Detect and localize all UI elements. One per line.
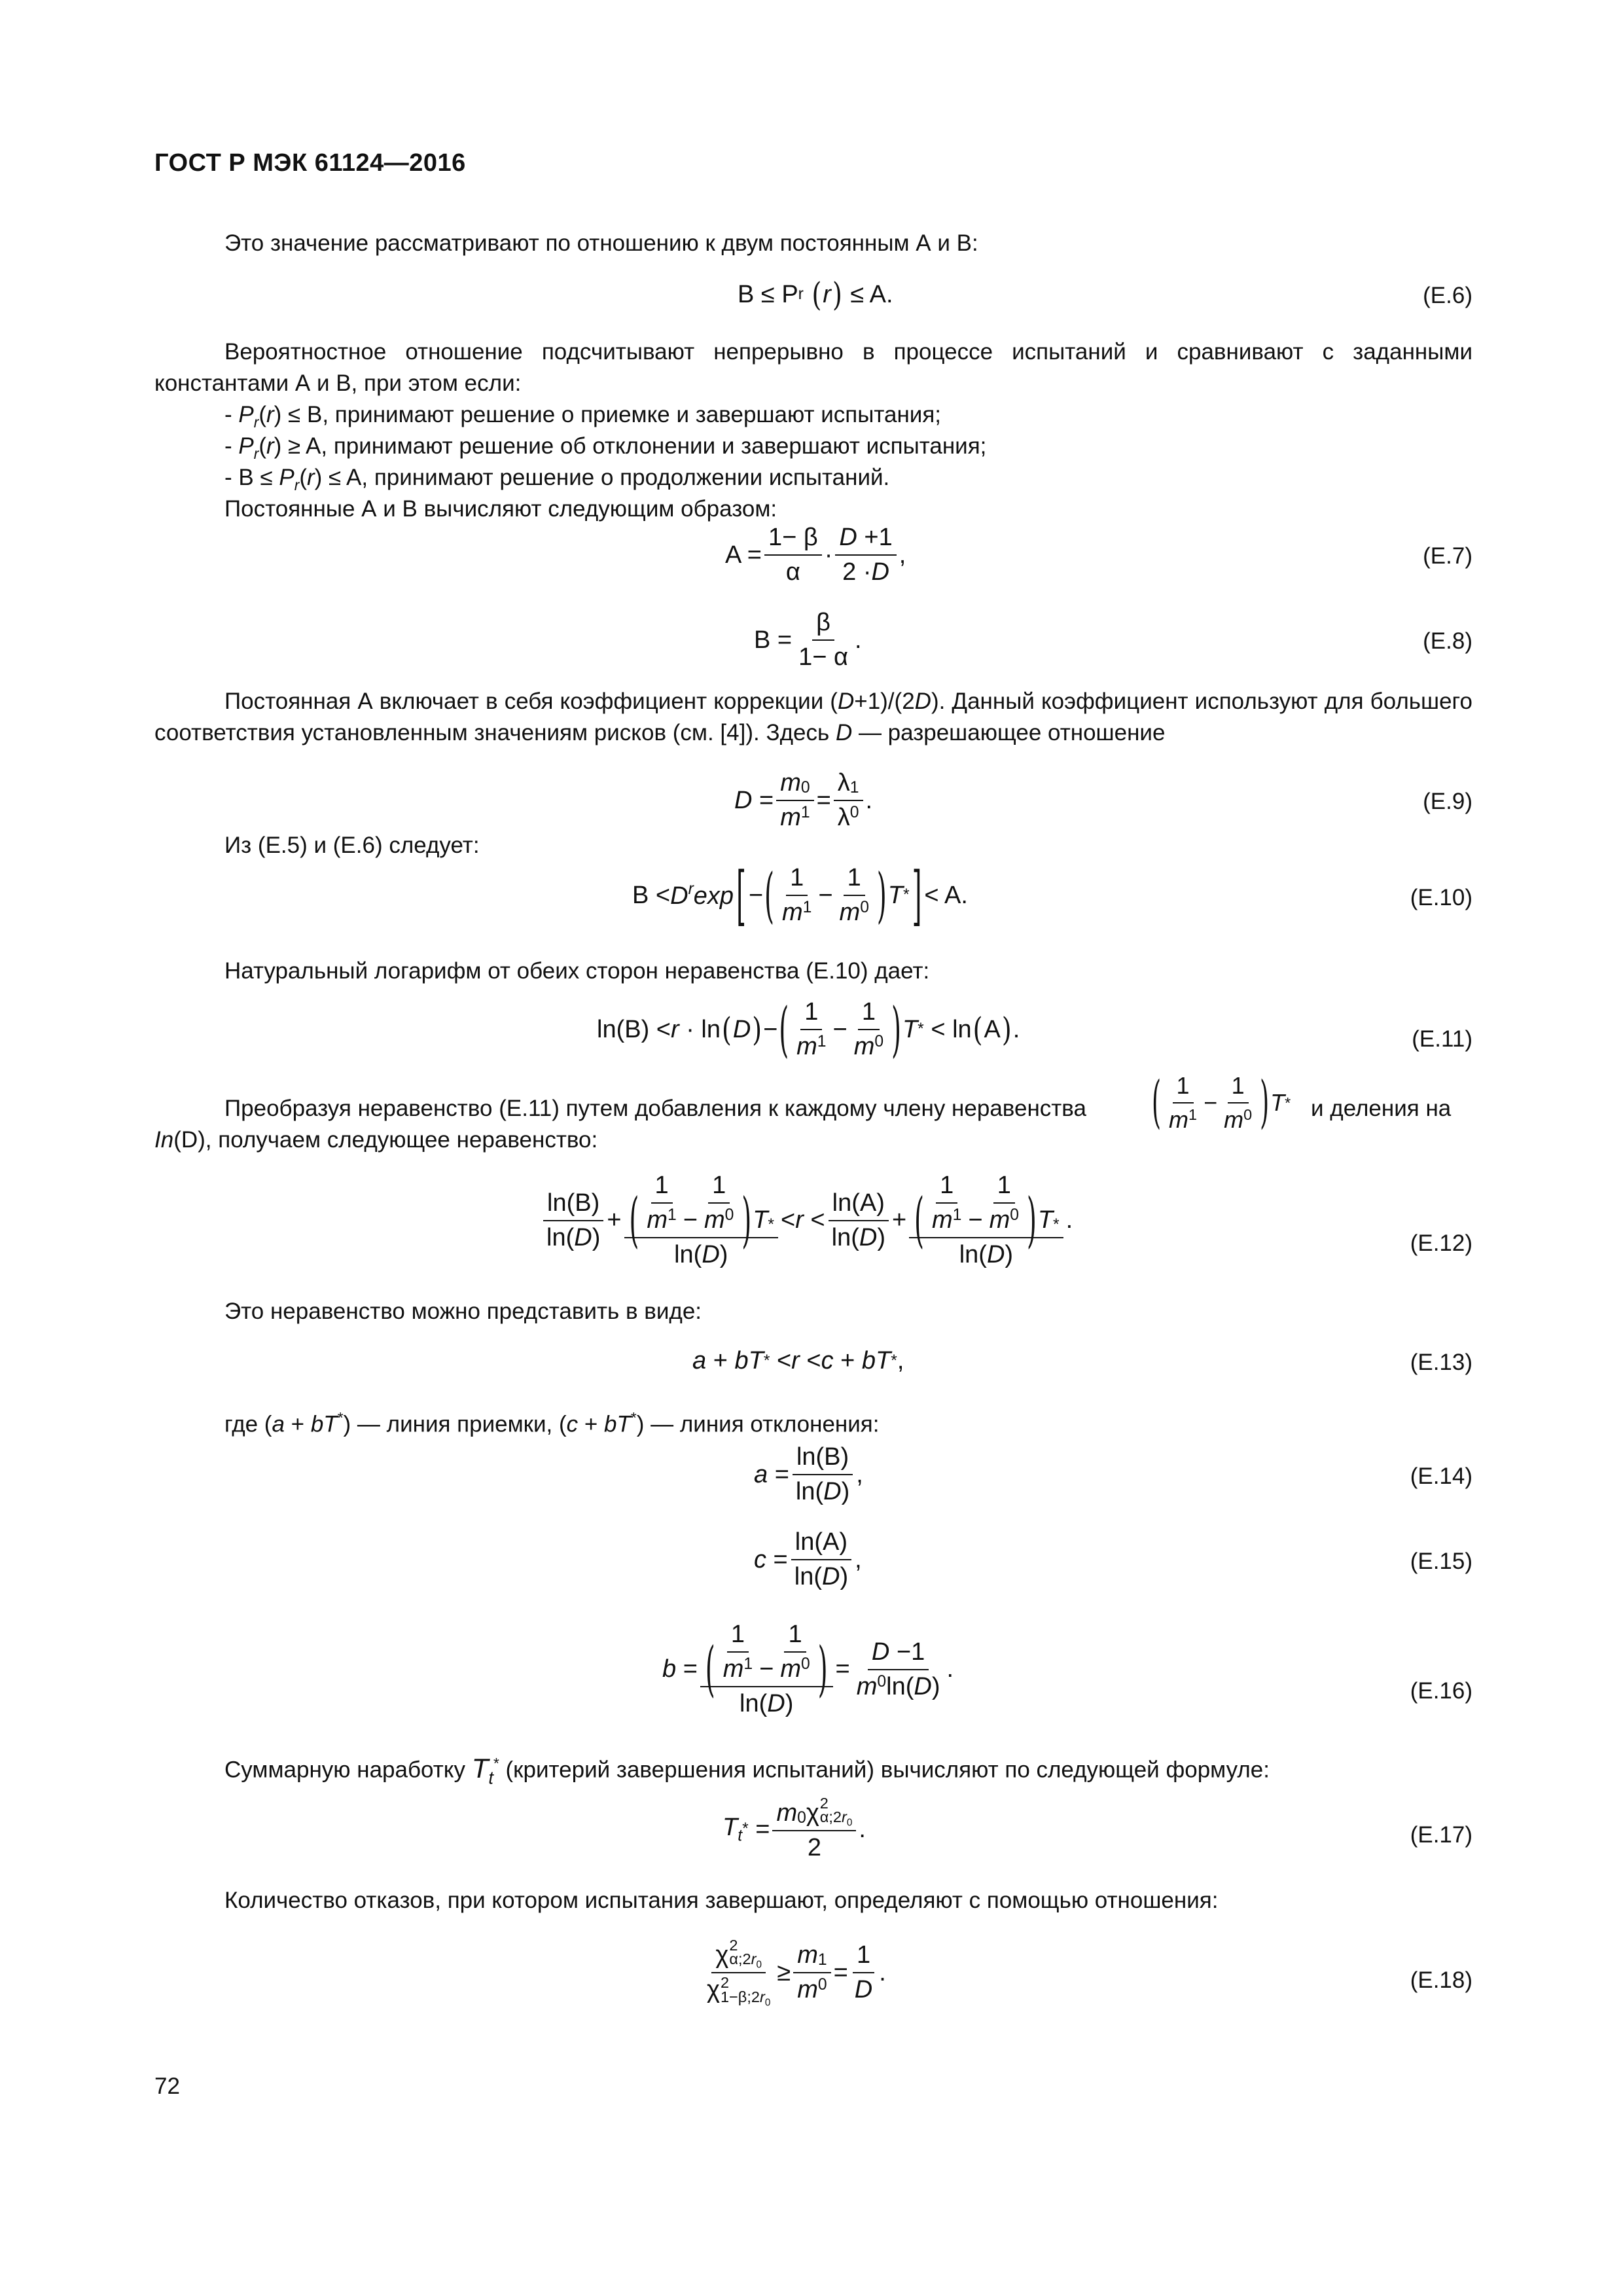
formula-e13: a + bT * < r < c + bT * , (692, 1347, 904, 1374)
equation-number-e10: (Е.10) (1410, 885, 1472, 910)
list-item-accept: - $P_r(r) \le B$, принимают решение о приемке и завершают испытания; (224, 402, 942, 431)
inline-formula-term: ( 1 m $^1$ − 1 m $^0$ ) T * (1152, 1070, 1291, 1136)
paragraph-natural-log: Натуральный логарифм от обеих сторон неравенства (Е.10) дает: (224, 958, 930, 984)
equation-number-e11: (Е.11) (1412, 1026, 1472, 1052)
formula-e6: B ≤ P r ( r ) ≤ A. (738, 276, 893, 314)
formula-e8: B = β 1− α . (754, 609, 862, 671)
equation-number-e18: (Е.18) (1410, 1967, 1472, 1993)
formula-e14: a = ln(B) ln( D ) , (754, 1443, 863, 1505)
paragraph-lines-b: ) — линия приемки, ( (343, 1411, 567, 1437)
equation-number-e14: (Е.14) (1410, 1463, 1472, 1489)
formula-e17: $T_t$ * = m 0 χ 2 $\alpha;2r_0$ 2 . (722, 1795, 866, 1862)
paragraph-correction-a: Постоянная А включает в себя коэффициент коррекции ( (224, 689, 838, 714)
paragraph-total-time-a: Суммарную наработку (224, 1757, 465, 1783)
paragraph-probability-ratio: Вероятностное отношение подсчитывают непрерывно в процессе испытаний и сравнивают с заданными константами А и В, при этом если: (154, 339, 1472, 396)
paragraph-lines: где (a + bT*) — линия приемки, (c + bT*) — линия отклонения: (224, 1409, 880, 1437)
paragraph-transform-b: и деления на (1311, 1096, 1452, 1121)
paragraph-lines-c: ) — линия отклонения: (636, 1411, 880, 1437)
equation-number-e8: (Е.8) (1423, 628, 1472, 654)
paragraph-correction: Постоянная А включает в себя коэффициент коррекции (D+1)/(2D). Данный коэффициент используют для большего соответствия установленным значениям рисков (см. [4]). Здесь D — разрешающее отношение (154, 689, 1472, 745)
formula-e16: b = ( 1 m 1 − 1 m 0 ) ln( D ) = D −1 m 0 ln( D ) . (662, 1621, 954, 1717)
formula-e9: D = m 0 m 1 = λ 1 λ 0 . (734, 769, 873, 831)
paragraph-constants: Постоянные А и В вычисляют следующим образом: (224, 496, 777, 522)
paragraph-correction-b: +1)/(2 (854, 689, 915, 714)
paragraph-failure-count: Количество отказов, при котором испытания завершают, определяют с помощью отношения: (224, 1888, 1219, 1913)
equation-number-e17: (Е.17) (1410, 1822, 1472, 1848)
list-item-continue-text: , принимают решение о продолжении испытаний. (361, 465, 890, 490)
paragraph-correction-d: — разрешающее отношение (852, 720, 1166, 745)
equation-number-e16: (Е.16) (1410, 1678, 1472, 1704)
equation-number-e7: (Е.7) (1423, 543, 1472, 569)
formula-e15: c = ln(A) ln( D ) , (754, 1528, 862, 1590)
list-item-reject-text: , принимают решение об отклонении и завершают испытания; (321, 433, 987, 459)
formula-e18: χ 2 $\alpha;2r_0$ χ 2 $1-\beta;2r_0$ ≥ m 1 m 0 = 1 D . (707, 1937, 886, 2008)
paragraph-transform-a: Преобразуя неравенство (Е.11) путем добавления к каждому члену неравенства (224, 1096, 1086, 1121)
list-item-continue: - $B \le P_r(r) \le A$, принимают решение о продолжении испытаний. (224, 465, 890, 493)
formula-e10: B < $D^r\exp$ [ − ( 1 m 1 − 1 m 0 ) T * ] < A. (632, 857, 968, 933)
paragraph-total-time: Суммарную наработку $T_t^*$ (критерий завершения испытаний) вычисляют по следующей формуле: (224, 1752, 1270, 1788)
paragraph-total-time-b: (критерий завершения испытаний) вычисляют по следующей формуле: (505, 1757, 1270, 1783)
paragraph-intro: Это значение рассматривают по отношению к двум постоянным А и В: (224, 230, 978, 256)
paragraph-lines-a: где ( (224, 1411, 272, 1437)
list-item-reject: - $P_r(r) \ge A$, принимают решение об отклонении и завершают испытания; (224, 433, 987, 462)
page-number: 72 (154, 2073, 180, 2099)
paragraph-transform-c-text: (D), получаем следующее неравенство: (173, 1127, 598, 1153)
paragraph-form: Это неравенство можно представить в виде: (224, 1299, 702, 1324)
paragraph-transform-c: In(D), получаем следующее неравенство: (154, 1127, 598, 1153)
equation-number-e15: (Е.15) (1410, 1549, 1472, 1574)
formula-e11: ln(B) < r · ln ( D ) − ( 1 m 1 − 1 m 0 ) T * < ln ( A ) . (597, 995, 1020, 1064)
equation-number-e13: (Е.13) (1410, 1350, 1472, 1375)
paragraph-correction-c: ). Данный коэффициент используют для большего соответствия установленным значениям рисков (см. [4]). Здесь (154, 689, 1472, 745)
equation-number-e12: (Е.12) (1410, 1230, 1472, 1256)
equation-number-e6: (Е.6) (1423, 283, 1472, 308)
list-item-accept-text: , принимают решение о приемке и завершают испытания; (322, 402, 942, 427)
formula-e7: A = 1− β α · D +1 2 · D , (725, 524, 906, 586)
equation-number-e9: (Е.9) (1423, 789, 1472, 814)
formula-e12: ln(B) ln( D ) + ( 1 m 1 − 1 m 0 ) T * ln( D ) < r < ln(A) ln( D ) + ( 1 m 1 − 1 m 0 ) T * ln( D ) . (540, 1172, 1073, 1269)
document-header: ГОСТ Р МЭК 61124—2016 (154, 149, 466, 177)
paragraph-from-e5-e6: Из (Е.5) и (Е.6) следует: (224, 833, 480, 858)
